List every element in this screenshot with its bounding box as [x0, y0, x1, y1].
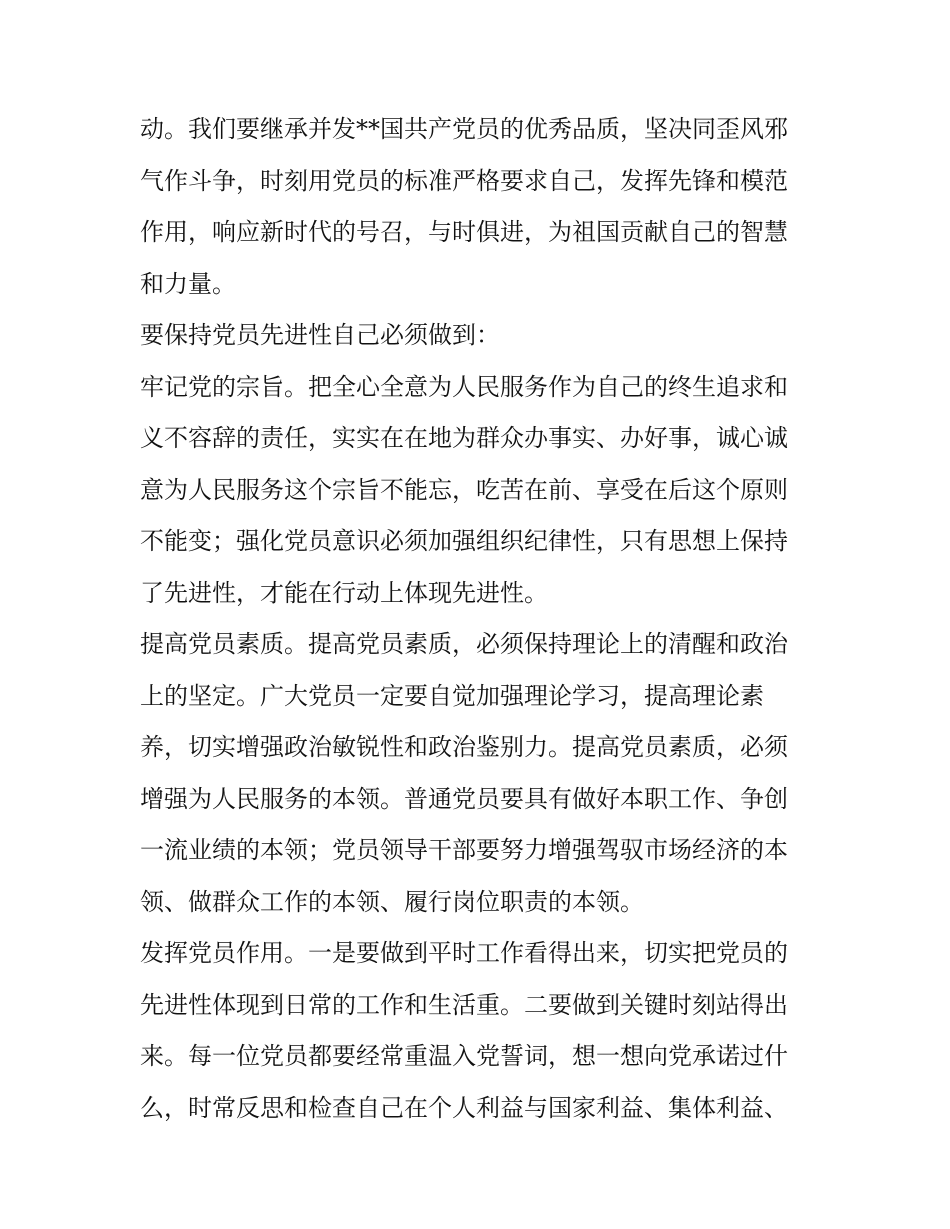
text-line: 来。每一位党员都要经常重温入党誓词，想一想向党承诺过什 [140, 1042, 788, 1070]
text-line: 动。我们要继承并发**国共产党员的优秀品质，坚决同歪风邪 [140, 115, 788, 143]
text-line: 么，时常反思和检查自己在个人利益与国家利益、集体利益、 [140, 1093, 788, 1122]
text-line: 增强为人民服务的本领。普通党员要具有做好本职工作、争创 [140, 784, 788, 813]
text-line: 发挥党员作用。一是要做到平时工作看得出来，切实把党员的 [140, 939, 788, 967]
text-line: 和力量。 [140, 269, 236, 298]
text-line: 一流业绩的本领；党员领导干部要努力增强驾驭市场经济的本 [140, 836, 788, 864]
text-line: 不能变；强化党员意识必须加强组织纪律性，只有思想上保持 [140, 527, 788, 555]
text-line: 先进性体现到日常的工作和生活重。二要做到关键时刻站得出 [140, 990, 788, 1019]
text-line: 要保持党员先进性自己必须做到： [140, 321, 500, 349]
text-line: 气作斗争，时刻用党员的标准严格要求自己，发挥先锋和模范 [140, 166, 788, 195]
text-line: 义不容辞的责任，实实在在地为群众办事实、办好事，诚心诚 [140, 424, 788, 452]
text-line: 养，切实增强政治敏锐性和政治鉴别力。提高党员素质，必须 [140, 733, 788, 761]
text-line: 意为人民服务这个宗旨不能忘，吃苦在前、享受在后这个原则 [140, 475, 788, 504]
text-line: 了先进性，才能在行动上体现先进性。 [140, 578, 548, 607]
text-line: 提高党员素质。提高党员素质，必须保持理论上的清醒和政治 [140, 630, 788, 658]
text-line: 作用，响应新时代的号召，与时俱进，为祖国贡献自己的智慧 [140, 218, 788, 246]
text-line: 上的坚定。广大党员一定要自觉加强理论学习，提高理论素 [140, 681, 764, 710]
body-text [140, 104, 820, 1134]
text-line: 牢记党的宗旨。把全心全意为人民服务作为自己的终生追求和 [140, 372, 788, 401]
text-line: 领、做群众工作的本领、履行岗位职责的本领。 [140, 887, 644, 916]
